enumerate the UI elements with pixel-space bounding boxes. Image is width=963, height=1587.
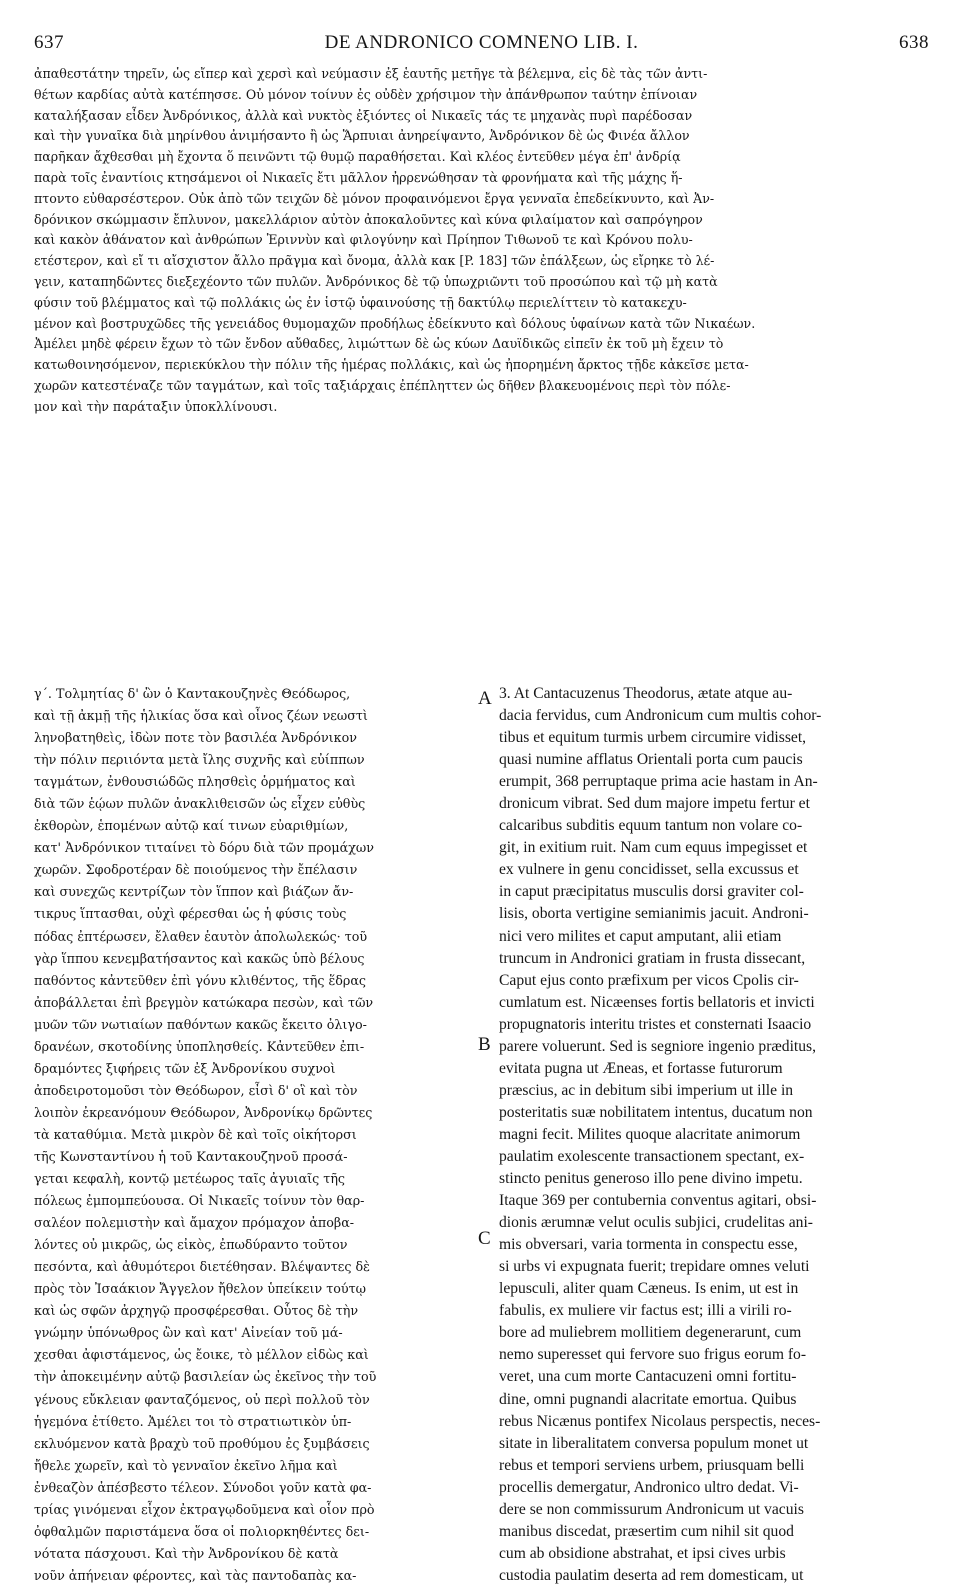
latin-column-line: stincto penitus generoso illo pene divino impetu.: [499, 1170, 803, 1188]
latin-column-line: sitate in liberalitatem conversa populum monet ut: [499, 1434, 809, 1452]
greek-column-line: δρανέων, σκοτοδίνης ὑποπλησθείς. Κἀντεῦθεν ἐπι-: [34, 1038, 365, 1054]
greek-column-line: λόντες οὐ μικρῶς, ὡς εἰκὸς, ἐπωδύραντο τοῦτον: [34, 1237, 348, 1253]
greek-column-line: καὶ τῇ ἀκμῇ τῆς ἡλικίας ὅσα καὶ οἶνος ζέων νεωστὶ: [34, 708, 368, 724]
greek-text-line: καὶ κακὸν ἀθάνατον καὶ ἀνθρώπων Ἐριννὺν καὶ φιλογύνην καὶ Πρίηπον Τιθωνοῦ τε καὶ Κρόνου πολυ-: [34, 232, 693, 248]
latin-column-line: fabulis, ex muliere vir factus est; illi a virili ro-: [499, 1302, 792, 1320]
greek-continuation-paragraph: [34, 64, 930, 418]
greek-text-line: φύσιν τοῦ βλέμματος καὶ τῷ πολλάκις ὡς ἐν ἱστῷ ὑφαινούσης τῇ δακτύλῳ περιελίττειν τὸ κατακεχυ-: [34, 294, 687, 310]
greek-text-line: κατωθοινησόμενον, περιεκύκλου τὴν πόλιν τῆς ἡμέρας πολλάκις, καὶ ὡς ἠπορημένη ἄρκτος τῇδε κἀκεῖσε μετα-: [34, 357, 749, 373]
greek-column-line: γὰρ ἵππου κενεμβατήσαντος καὶ κακῶς ὑπὸ βέλους: [34, 950, 365, 966]
greek-column-line: τὰ καταθύμια. Μετὰ μικρὸν δὲ καὶ τοῖς οἰκήτορσι: [34, 1126, 357, 1142]
greek-column-line: ταγμάτων, ἐνθουσιώδῶς πλησθεὶς ὁρμήματος καὶ: [34, 774, 356, 790]
latin-column-line: veret, una cum morte Cantacuzeni omni fortitu-: [499, 1368, 797, 1386]
greek-column-line: μυῶν τῶν νωτιαίων παθόντων κακῶς ἔκειτο ὀλιγο-: [34, 1016, 367, 1032]
greek-column-line: καὶ συνεχῶς κεντρίζων τὸν ἵππον καὶ βιάζων ἄν-: [34, 884, 354, 900]
latin-column-line: cum ab obsidione abstrahat, et ipsi cives urbis: [499, 1544, 786, 1562]
latin-column-line: rebus et tempori serviens urbem, priusquam belli: [499, 1456, 805, 1474]
greek-column-line: τικρυς ἵπτασθαι, οὐχὶ φέρεσθαι ὡς ἡ φύσις τοὺς: [34, 906, 347, 922]
latin-column-line: custodia paulatim deserta ad rem domesticam, ut: [499, 1566, 804, 1584]
latin-column-line: nici vero milites et caput amputant, alii etiam: [499, 927, 782, 945]
greek-text-line: μένον καὶ βοστρυχῶδες τῆς γενειάδος θυμομαχῶν προδήλως ἐδείκνυτο καὶ δόλους ὑφαίνων κατὰ τῶν Νικαέων.: [34, 315, 756, 331]
latin-column-line: manibus discedat, præsertim cum nihil sit quod: [499, 1522, 794, 1540]
greek-text-line: χωρῶν κατεστέναζε τῶν ταγμάτων, καὶ τοῖς ταξιάρχαις ἐπέπληττεν ὡς δῆθεν βλακευομένοις περὶ τὸν πόλε-: [34, 377, 731, 393]
greek-column-line: καὶ ὡς σφῶν ἀρχηγῷ προσφέρεσθαι. Οὗτος δὲ τὴν: [34, 1303, 359, 1319]
greek-column-line: τὴν πόλιν περιιόντα μετὰ ἴλης συχνῆς καὶ εὐίππων: [34, 752, 365, 768]
latin-column: [499, 683, 930, 1587]
latin-column-line: dere se non commissurum Andronicum ut vacuis: [499, 1500, 804, 1518]
latin-column-line: git, in exitium ruit. Nam cum equus impegisset et: [499, 839, 808, 857]
page-number-left: 637: [34, 32, 64, 53]
greek-text-line: μον καὶ τὴν παράταξιν ὑποκλλίνουσι.: [34, 398, 278, 414]
latin-column-line: paulatim exolescente transactionem spectant, ex-: [499, 1147, 805, 1165]
greek-column-line: γένους εὔκλειαν φανταζόμενος, οὐ περὶ πολλοῦ τὸν: [34, 1391, 370, 1407]
latin-column-line: dacia fervidus, cum Andronicum cum multis cohor-: [499, 707, 822, 725]
greek-column-line: ὀφθαλμῶν παριστάμενα ὅσα οἱ πολιορκηθέντες δει-: [34, 1523, 370, 1539]
greek-column-line: τὴν ἀποκειμένην αὐτῷ βασιλείαν ὡς ἐκεῖνος τὴν τοῦ: [34, 1369, 377, 1385]
greek-column: [34, 683, 472, 1587]
latin-column-line: cumlatum est. Nicæenses fortis bellatoris et invicti: [499, 993, 815, 1011]
greek-column-line: σαλέον πολεμιστὴν καὶ ἄμαχον πρόμαχον ἀποβα-: [34, 1215, 355, 1231]
greek-text-line: γειν, καταπηδῶντες διεξεχέοντο τῶν πυλῶν. Ἀνδρόνικος δὲ τῷ ὑπωχριῶντι τοῦ προσώπου καὶ τῷ μὴ κατὰ: [34, 273, 718, 289]
latin-column-line: Itaque 369 per contubernia conventus agitari, obsi-: [499, 1192, 817, 1210]
latin-column-line: parere voluerunt. Sed is segniore ingenio præditus,: [499, 1037, 817, 1055]
greek-column-line: ἐνθεαζὸν ἀπέσβεστο τέλεον. Σύνοδοι γοῦν κατὰ φα-: [34, 1479, 372, 1495]
latin-column-line: erumpit, 368 perruptaque prima acie hastam in An-: [499, 773, 818, 791]
greek-text-line: ετέστερον, καὶ εἴ τι αἴσχιστον ἄλλο πρᾶγμα καὶ ὄνομα, ἀλλὰ κακ [P. 183] τῶν ἐπάλξεων, ὡς εἴρηκε τὸ λέ-: [34, 253, 715, 269]
greek-column-line: νοῦν ἀπήνειαν φέροντες, καὶ τὰς παντοδαπὰς κα-: [34, 1567, 357, 1583]
greek-column-line: παθόντος κἀντεῦθεν ἐπὶ γόνυ κλιθέντος, τῆς ἕδρας: [34, 972, 367, 988]
greek-text-line: Ἀμέλει μηδὲ φέρειν ἔχων τὸ τῶν ἔνδον αὔθαδες, λιμώττων δὲ ὡς κύων Δαυϊδικῶς εἰπεῖν ἐκ τοῦ μὴ ἔχειν τὸ: [34, 336, 724, 352]
latin-column-line: si urbs vi expugnata fuerit; trepidare omnes veluti: [499, 1258, 810, 1276]
latin-column-line: procellis demergatur, Andronico ultro dedat. Vi-: [499, 1478, 799, 1496]
running-title: DE ANDRONICO COMNENO LIB. I.: [324, 32, 639, 53]
latin-column-line: magni fecit. Milites quoque alacritate animorum: [499, 1125, 801, 1143]
greek-column-line: ἀποβάλλεται ἐπὶ βρεγμὸν κατώκαρα πεσὼν, καὶ τῶν: [34, 994, 374, 1010]
latin-column-line: in caput præcipitatus musculis dorsi graviter col-: [499, 883, 804, 901]
greek-column-line: τῆς Κωνσταντίνου ἡ τοῦ Καντακουζηνοῦ προσά-: [34, 1148, 348, 1164]
latin-column-line: truncum in Andronici gratiam in frusta dissecant,: [499, 949, 806, 967]
margin-marker-c: C: [478, 1228, 491, 1249]
greek-column-line: ἀποδειροτομοῦσι τὸν Θεόδωρον, εἶσὶ δ' οἳ καὶ τὸν: [34, 1082, 358, 1098]
latin-column-line: præscius, ac in debitum sibi imperium ut ille in: [499, 1081, 794, 1099]
greek-column-line: διὰ τῶν ἑῴων πυλῶν ἀνακλιθεισῶν ὡς εἶχεν εὐθὺς: [34, 796, 366, 812]
greek-column-line: κατ' Ἀνδρόνικον τιταίνει τὸ δόρυ διὰ τῶν προμάχων: [34, 840, 374, 856]
greek-text-line: δρόνικον σκώμμασιν ἔπλυνον, μακελλάριον αὐτὸν ἀποκαλοῦντες καὶ κύνα φιλαίματον καὶ σαπρόγηρον: [34, 211, 703, 227]
latin-column-line: 3. At Cantacuzenus Theodorus, ætate atque au-: [499, 685, 793, 702]
latin-column-line: dionis ærumnæ velut oculis subjici, crudelitas ani-: [499, 1214, 813, 1232]
latin-column-line: evitata pugna ut Æneas, et fortasse futurorum: [499, 1059, 783, 1077]
greek-column-line: γ΄. Τολμητίας δ' ὢν ὁ Καντακουζηνὲς Θεόδωρος,: [34, 686, 351, 701]
greek-text-line: καταλήξασαν εἶδεν Ἀνδρόνικος, ἀλλὰ καὶ νυκτὸς ἐξιόντες οἱ Νικαεῖς τάς τε μηχανὰς πυρὶ παρέδοσαν: [34, 107, 693, 123]
margin-marker-a: A: [478, 688, 492, 709]
greek-column-line: ἡγεμόνα ἐτίθετο. Ἀμέλει τοι τὸ στρατιωτικὸν ὑπ-: [34, 1413, 352, 1429]
latin-column-line: bore ad muliebrem mollitiem degenerarunt, cum: [499, 1324, 802, 1342]
latin-column-line: lisis, oborta vertigine semianimis jacuit. Androni-: [499, 905, 809, 923]
greek-column-line: δραμόντες ξιφήρεις τῶν ἐξ Ἀνδρονίκου συχνοὶ: [34, 1060, 336, 1076]
greek-column-line: νότατα πάσχουσι. Καὶ τὴν Ἀνδρονίκου δὲ κατὰ: [34, 1545, 339, 1561]
greek-column-line: χεσθαι ἀφιστάμενος, ὡς ἔοικε, τὸ μέλλον εἰδὼς καὶ: [34, 1347, 369, 1363]
greek-column-line: πεσόντα, καὶ ἀθυμότεροι διετέθησαν. Βλέψαντες δὲ: [34, 1259, 370, 1275]
greek-column-line: γνώμην ὑπόνωθρος ὢν καὶ κατ' Αἰνείαν τοῦ μά-: [34, 1325, 343, 1341]
latin-column-line: quasi numine afflatus Orientali porta cum paucis: [499, 751, 803, 769]
greek-column-line: πρὸς τὸν Ἰσαάκιον Ἄγγελον ἤθελον ὑπείκειν τούτῳ: [34, 1281, 366, 1297]
greek-column-line: χωρῶν. Σφοδροτέραν δὲ ποιούμενος τὴν ἔπέλασιν: [34, 862, 358, 878]
latin-column-line: lepusculi, aliter quam Cæneus. Is enim, ut est in: [499, 1280, 799, 1298]
greek-column-line: πόλεως ἐμπομπεύουσα. Οἱ Νικαεῖς τοίνυν τὸν θαρ-: [34, 1193, 365, 1209]
greek-column-line: ἐκθορὼν, ἑπομένων αὐτῷ καί τινων εὐαριθμίων,: [34, 818, 349, 834]
latin-column-line: calcaribus subditis equum tantum non volare co-: [499, 817, 803, 835]
latin-column-line: nemo superesset qui fervore suo frigus eorum fo-: [499, 1346, 807, 1364]
greek-column-line: λοιπὸν ἐκρεανόμουν Θεόδωρον, Ἀνδρονίκῳ δρῶντες: [34, 1104, 373, 1120]
page-number-right: 638: [899, 32, 929, 53]
greek-column-line: τρίας γινόμεναι εἶχον ἐκτραγῳδοῦμενα καὶ οἷον πρὸ: [34, 1501, 375, 1517]
greek-column-line: γεται κεφαλὴ, κοντῷ μετέωρος ταῖς ἀγυιαῖς τῆς: [34, 1171, 346, 1187]
margin-marker-b: B: [478, 1034, 491, 1055]
greek-column-line: εκλυόμενον κατὰ βραχὺ τοῦ προθύμου ἐς ξυμβάσεις: [34, 1435, 370, 1451]
greek-column-line: πόδας ἐπτέρωσεν, ἔλαθεν ἑαυτὸν ἀπολωλεκώς· τοῦ: [34, 928, 368, 944]
latin-column-line: ex vulnere in genu concidisset, sella excussus et: [499, 861, 799, 879]
latin-column-line: mis obversari, varia tormenta in conspectu esse,: [499, 1236, 798, 1254]
latin-column-line: dine, omni pugnandi alacritate emortua. Quibus: [499, 1390, 797, 1408]
greek-text-line: παρὰ τοῖς ἐναντίοις κτησάμενοι οἱ Νικαεῖς ἔτι μᾶλλον ἠρρενώθησαν τὰ φρονήματα καὶ τῆς μάχης ἥ-: [34, 169, 683, 185]
greek-text-line: ἀπαθεστάτην τηρεῖν, ὡς εἴπερ καὶ χερσὶ καὶ νεύμασιν ἐξ ἑαυτῆς μετῆγε τὰ βέλεμνα, εἰς δὲ τὰς τῶν ἀντι-: [34, 66, 708, 81]
greek-column-line: ἤθελε χωρεῖν, καὶ τὸ γενναῖον ἐκεῖνο λῆμα καὶ: [34, 1457, 338, 1473]
latin-column-line: posteritatis suæ nobilitatem intentus, ducatum non: [499, 1103, 813, 1121]
latin-column-line: propugnatoris interitu tristes et consternati Isaacio: [499, 1015, 812, 1033]
latin-column-line: tibus et equitum turmis urbem circumire vidisset,: [499, 729, 807, 747]
greek-text-line: καὶ τὴν γυναῖκα διὰ μηρίνθου ἀνιμήσαντο ἢ ὡς Ἅρπυιαι ἀνηρείψαντο, Ἀνδρόνικον δὲ ὡς Φινέα ἄλλον: [34, 128, 690, 144]
latin-column-line: Caput ejus conto præfixum per vicos Cpolis cir-: [499, 971, 799, 989]
greek-text-line: πτοντο εὐθαρσέστερον. Οὐκ ἀπὸ τῶν τειχῶν δὲ μόνον προφαινόμενοι ἔργα γενναῖα ἐπεδείκνυντο, καὶ Ἀν-: [34, 190, 715, 206]
latin-column-line: dronicum vibrat. Sed dum majore impetu fertur et: [499, 795, 810, 813]
latin-column-line: rebus Nicænus pontifex Nicolaus perspectis, neces-: [499, 1412, 821, 1430]
greek-column-line: ληνοβατηθεὶς, ἰδὼν ποτε τὸν βασιλέα Ἀνδρόνικον: [34, 730, 357, 746]
running-header: [34, 32, 929, 60]
greek-text-line: παρῆκαν ἄχθεσθαι μὴ ἔχοντα ὅ πεινῶντι τῷ θυμῷ παραθήσεται. Καὶ κλέος ἐντεῦθεν μέγα ἐπ' ἀνδρίᾳ: [34, 149, 681, 165]
greek-text-line: θέτων καρδίας αὐτὰ κατέπησσε. Οὐ μόνον τοίνυν ἐς οὐδὲν χρήσιμον τὴν ἀπάνθρωπον ταύτην ἐπίνοιαν: [34, 86, 698, 102]
